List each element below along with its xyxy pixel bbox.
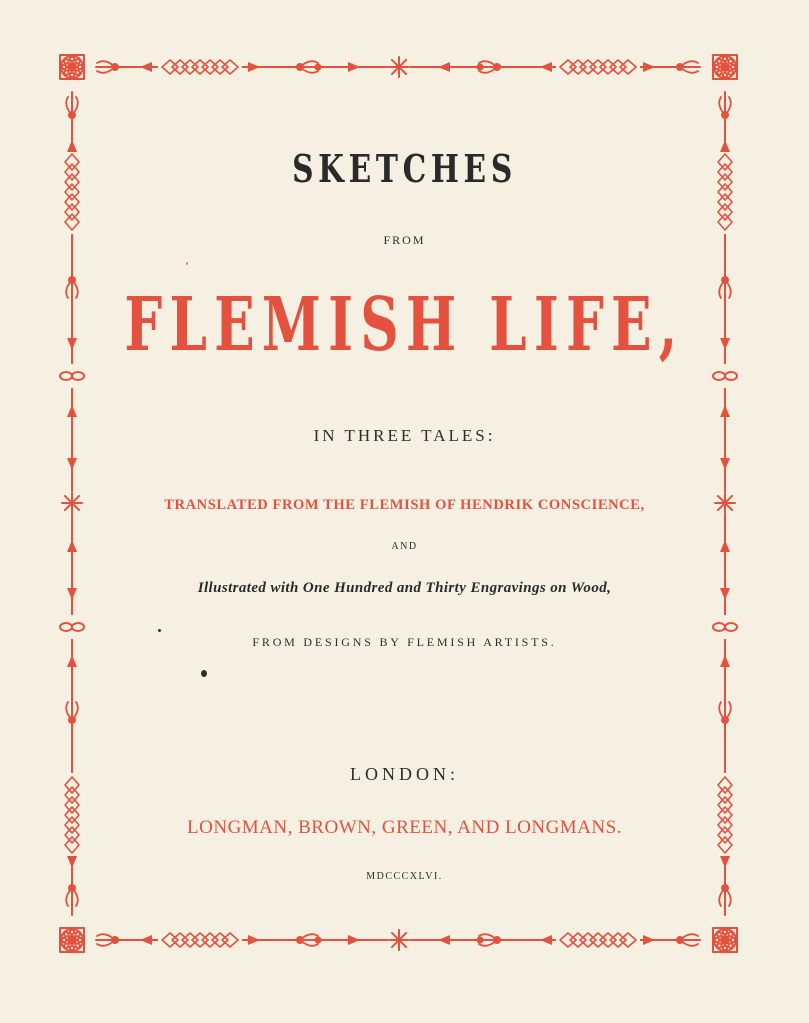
arrow-ornament <box>643 935 655 945</box>
arrow-ornament <box>348 935 360 945</box>
arrow-ornament <box>67 856 77 868</box>
ink-speck <box>186 262 188 265</box>
dot-ornament <box>316 65 321 70</box>
ink-speck <box>158 629 161 632</box>
arrow-ornament <box>438 935 450 945</box>
corner-rosette <box>68 63 76 71</box>
arrow-ornament <box>720 655 730 667</box>
title-sketches: SKETCHES <box>292 146 517 191</box>
corner-rosette <box>721 63 729 71</box>
corner-rosette <box>721 936 729 944</box>
arrow-ornament <box>720 856 730 868</box>
arrow-ornament <box>67 458 77 470</box>
dot-ornament <box>316 938 321 943</box>
arrow-ornament <box>67 338 77 350</box>
arrow-ornament <box>720 458 730 470</box>
ink-speck <box>201 670 207 677</box>
arrow-ornament <box>720 338 730 350</box>
arrow-ornament <box>140 935 152 945</box>
arrow-ornament <box>140 62 152 72</box>
title-from: FROM <box>383 233 426 247</box>
place-of-publication: LONDON: <box>350 764 459 784</box>
arrow-ornament <box>720 405 730 417</box>
designs-note: FROM DESIGNS BY FLEMISH ARTISTS. <box>252 635 557 649</box>
subtitle-three-tales: IN THREE TALES: <box>313 426 496 445</box>
arrow-ornament <box>248 62 260 72</box>
dot-ornament <box>478 65 483 70</box>
arrow-ornament <box>643 62 655 72</box>
arrow-ornament <box>348 62 360 72</box>
and-text: AND <box>391 541 418 552</box>
arrow-ornament <box>67 140 77 152</box>
title-flemish-life: FLEMISH LIFE, <box>124 282 685 368</box>
publication-date: MDCCCXLVI. <box>366 871 443 882</box>
dot-ornament <box>478 938 483 943</box>
arrow-ornament <box>67 655 77 667</box>
arrow-ornament <box>540 935 552 945</box>
publisher-name: LONGMAN, BROWN, GREEN, AND LONGMANS. <box>187 817 622 838</box>
arrow-ornament <box>248 935 260 945</box>
arrow-ornament <box>438 62 450 72</box>
arrow-ornament <box>67 405 77 417</box>
arrow-ornament <box>540 62 552 72</box>
corner-rosette <box>68 936 76 944</box>
illustration-note: Illustrated with One Hundred and Thirty Engravings on Wood, <box>197 580 612 596</box>
arrow-ornament <box>720 140 730 152</box>
translation-note: TRANSLATED FROM THE FLEMISH OF HENDRIK CONSCIENCE, <box>164 497 645 513</box>
